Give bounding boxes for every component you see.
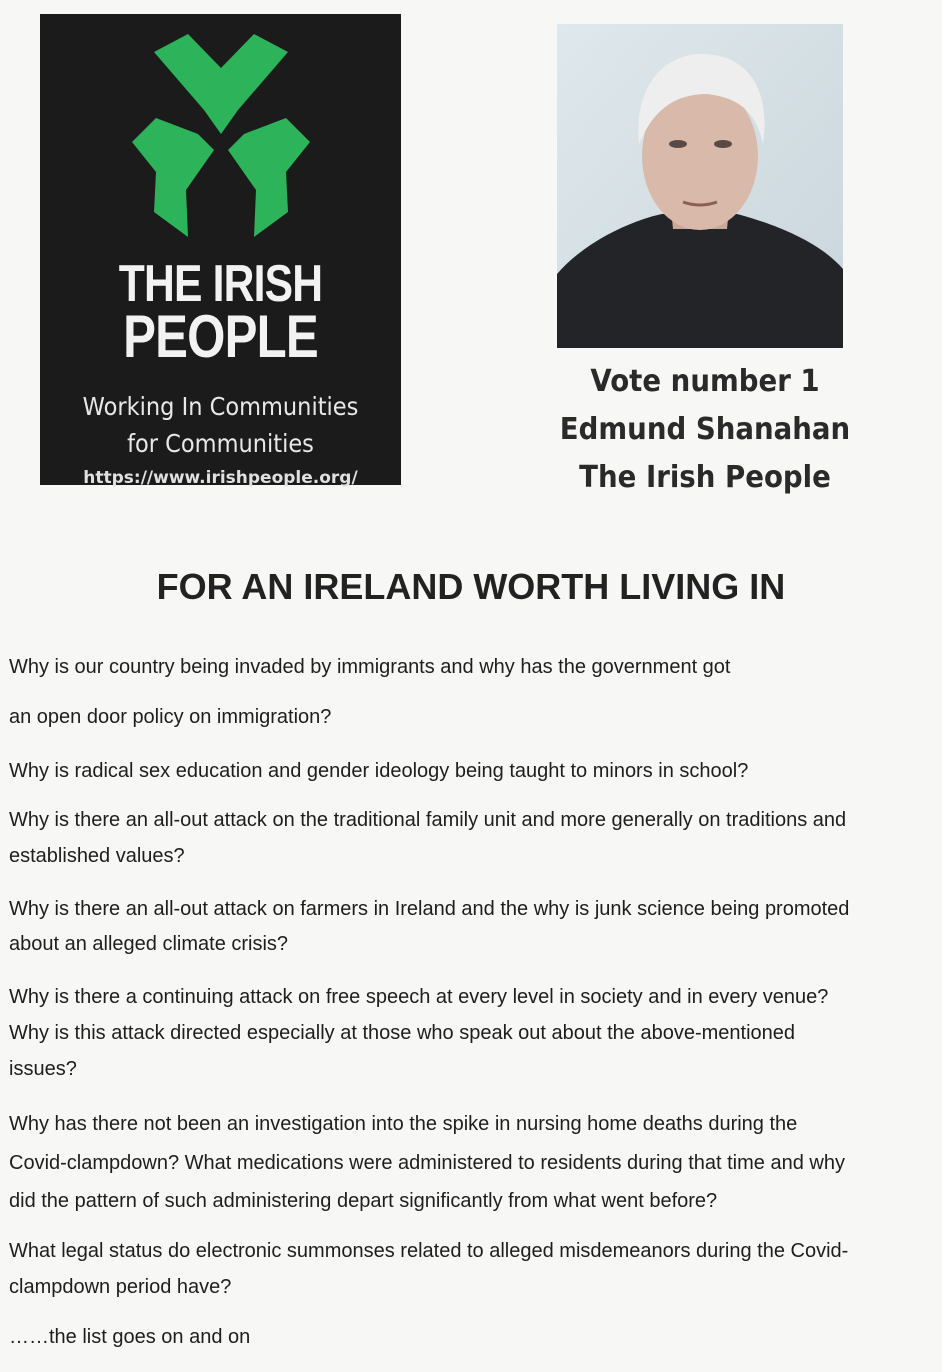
body-line: Why is there a continuing attack on free speech at every level in society and in every venue? xyxy=(9,986,829,1008)
triskele-emblem-icon xyxy=(126,22,316,247)
candidate-name: Edmund Shanahan xyxy=(559,412,851,447)
body-line: Why is radical sex education and gender ideology being taught to minors in school? xyxy=(9,760,749,782)
body-line: ……the list goes on and on xyxy=(9,1326,251,1348)
body-line: about an alleged climate crisis? xyxy=(9,933,289,955)
candidate-party: The Irish People xyxy=(579,460,831,495)
body-line: established values? xyxy=(9,845,185,867)
body-line: Why is this attack directed especially at those who speak out about the above-mentioned xyxy=(9,1022,796,1044)
body-line: Why is our country being invaded by immigrants and why has the government got xyxy=(9,656,731,678)
body-line: What legal status do electronic summonses related to alleged misdemeanors during the Covid- xyxy=(9,1240,849,1262)
party-logo xyxy=(40,14,401,488)
body-line: Why is there an all-out attack on farmers in Ireland and the why is junk science being promoted xyxy=(9,898,850,920)
logo-tagline-line-2: for Communities xyxy=(127,429,314,458)
logo-name-line-2: PEOPLE xyxy=(123,303,318,370)
body-line: issues? xyxy=(9,1058,77,1080)
body-line: did the pattern of such administering depart significantly from what went before? xyxy=(9,1190,718,1212)
body-line: clampdown period have? xyxy=(9,1276,232,1298)
body-line: Covid-clampdown? What medications were administered to residents during that time and why xyxy=(9,1152,845,1174)
logo-name-line-1: THE IRISH xyxy=(118,255,323,313)
vote-instruction: Vote number 1 xyxy=(590,364,820,399)
headline: FOR AN IRELAND WORTH LIVING IN xyxy=(156,566,786,607)
logo-tagline-line-1: Working In Communities xyxy=(82,392,359,421)
body-line: Why has there not been an investigation into the spike in nursing home deaths during the xyxy=(9,1113,798,1135)
body-line: Why is there an all-out attack on the traditional family unit and more generally on traditions and xyxy=(9,809,847,831)
logo-url: https://www.irishpeople.org/ xyxy=(83,468,358,488)
candidate-photo xyxy=(557,24,843,348)
body-line: an open door policy on immigration? xyxy=(9,706,332,728)
